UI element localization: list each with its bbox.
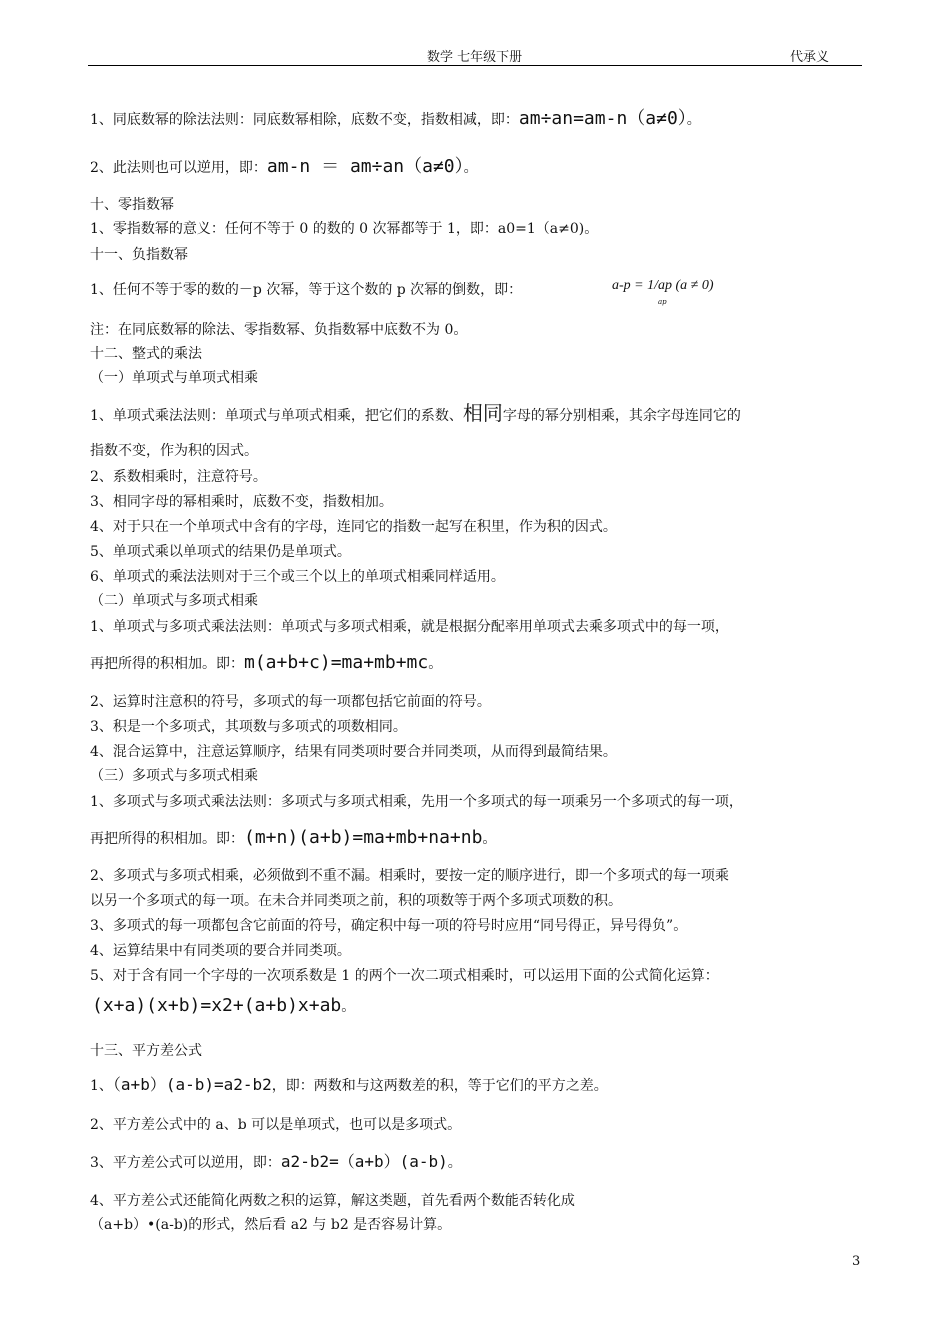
poly-poly-rule-2-line-2: 以另一个多项式的每一项。在未合并同类项之前，积的项数等于两个多项式项数的积。: [90, 893, 622, 909]
diff-squares-formula: （a+b）(a-b)=a2-b2: [112, 1075, 272, 1094]
division-rule-line-2: 2、此法则也可以逆用，即：am-n ＝ am÷an（a≠0）。: [90, 156, 478, 177]
diff-squares-rule-3: 3、平方差公式可以逆用，即：a2-b2=（a+b）(a-b)。: [90, 1152, 462, 1171]
poly-poly-rule-line-1: 1、多项式与多项式乘法法则：多项式与多项式相乘，先用一个多项式的每一项乘另一个多项式的每一项，: [90, 794, 743, 810]
mono-poly-rule-line-1: 1、单项式与多项式乘法法则：单项式与多项式相乘，就是根据分配率用单项式去乘多项式中的每一项，: [90, 619, 729, 635]
negative-exponent-denominator: ap: [658, 298, 667, 306]
mono-poly-rule-2: 2、运算时注意积的符号，多项式的每一项都包括它前面的符号。: [90, 694, 491, 710]
monomial-rule-2: 2、系数相乘时，注意符号。: [90, 469, 267, 485]
negative-exponent-rule: 1、任何不等于零的数的－p 次幂，等于这个数的 p 次幂的倒数，即：: [90, 282, 523, 298]
subsection-2-title: （二）单项式与多项式相乘: [90, 593, 258, 609]
diff-squares-rule-1: 1、（a+b）(a-b)=a2-b2，即：两数和与这两数差的积，等于它们的平方之差。: [90, 1075, 608, 1094]
shortcut-formula-line: (x+a)(x+b)=x2+(a+b)x+ab。: [92, 995, 356, 1016]
subsection-3-title: （三）多项式与多项式相乘: [90, 768, 258, 784]
poly-poly-rule-3: 3、多项式的每一项都包含它前面的符号，确定积中每一项的符号时应用“同号得正，异号得负”。: [90, 918, 688, 934]
section-11-title: 十一、负指数幂: [90, 247, 188, 263]
poly-poly-rule-2-line-1: 2、多项式与多项式相乘，必须做到不重不漏。相乘时，要按一定的顺序进行，即一个多项式的每一项乘: [90, 868, 729, 884]
mono-poly-rule-3: 3、积是一个多项式，其项数与多项式的项数相同。: [90, 719, 407, 735]
header-author: 代承义: [790, 50, 830, 65]
division-formula: am÷an=am-n（a≠0）: [518, 108, 687, 129]
division-rule-line-1: 1、同底数幂的除法法则：同底数幂相除，底数不变，指数相减，即：am÷an=am-n（a≠0）。: [90, 108, 701, 129]
negative-exponent-formula: a-p = 1/ap (a ≠ 0): [612, 278, 714, 293]
diff-squares-rule-2: 2、平方差公式中的 a、b 可以是单项式，也可以是多项式。: [90, 1117, 462, 1133]
header-subject: 数学 七年级下册: [427, 50, 523, 65]
shortcut-formula: (x+a)(x+b)=x2+(a+b)x+ab: [92, 995, 342, 1016]
diff-squares-rule-4-line-2: （a+b）•(a-b)的形式，然后看 a2 与 b2 是否容易计算。: [90, 1217, 452, 1233]
exponent-note: 注：在同底数幂的除法、零指数幂、负指数幂中底数不为 0。: [90, 322, 468, 338]
monomial-rule-line-1: 1、单项式乘法法则：单项式与单项式相乘，把它们的系数、相同字母的幂分别相乘，其余字母连同它的: [90, 401, 741, 425]
section-12-title: 十二、整式的乘法: [90, 346, 202, 362]
page-number: 3: [852, 1254, 861, 1269]
monomial-rule-3: 3、相同字母的幂相乘时，底数不变，指数相加。: [90, 494, 393, 510]
zero-exponent-rule: 1、零指数幂的意义：任何不等于 0 的数的 0 次幂都等于 1，即：a0=1（a≠0)。: [90, 221, 599, 237]
diff-squares-rule-4-line-1: 4、平方差公式还能简化两数之积的运算，解这类题，首先看两个数能否转化成: [90, 1193, 575, 1209]
mono-poly-formula: m(a+b+c)=ma+mb+mc: [244, 652, 429, 673]
monomial-rule-4: 4、对于只在一个单项式中含有的字母，连同它的指数一起写在积里，作为积的因式。: [90, 519, 617, 535]
poly-poly-rule-line-2: 再把所得的积相加。即：(m+n)(a+b)=ma+mb+na+nb。: [90, 827, 497, 848]
monomial-rule-line-2: 指数不变，作为积的因式。: [90, 443, 258, 459]
section-10-title: 十、零指数幂: [90, 197, 174, 213]
inverse-division-formula: am-n ＝ am÷an（a≠0）: [266, 156, 464, 177]
mono-poly-rule-4: 4、混合运算中，注意运算顺序，结果有同类项时要合并同类项，从而得到最简结果。: [90, 744, 617, 760]
poly-poly-rule-4: 4、运算结果中有同类项的要合并同类项。: [90, 943, 351, 959]
monomial-rule-5: 5、单项式乘以单项式的结果仍是单项式。: [90, 544, 351, 560]
diff-squares-inverse-formula: a2-b2=（a+b）(a-b): [280, 1152, 448, 1171]
section-13-title: 十三、平方差公式: [90, 1043, 202, 1059]
header-rule: [88, 65, 862, 66]
monomial-rule-6: 6、单项式的乘法法则对于三个或三个以上的单项式相乘同样适用。: [90, 569, 505, 585]
poly-poly-rule-5: 5、对于含有同一个字母的一次项系数是 1 的两个一次二项式相乘时，可以运用下面的公式简化运算：: [90, 968, 719, 984]
mono-poly-rule-line-2: 再把所得的积相加。即：m(a+b+c)=ma+mb+mc。: [90, 652, 443, 673]
subsection-1-title: （一）单项式与单项式相乘: [90, 370, 258, 386]
poly-poly-formula: (m+n)(a+b)=ma+mb+na+nb: [244, 827, 483, 848]
